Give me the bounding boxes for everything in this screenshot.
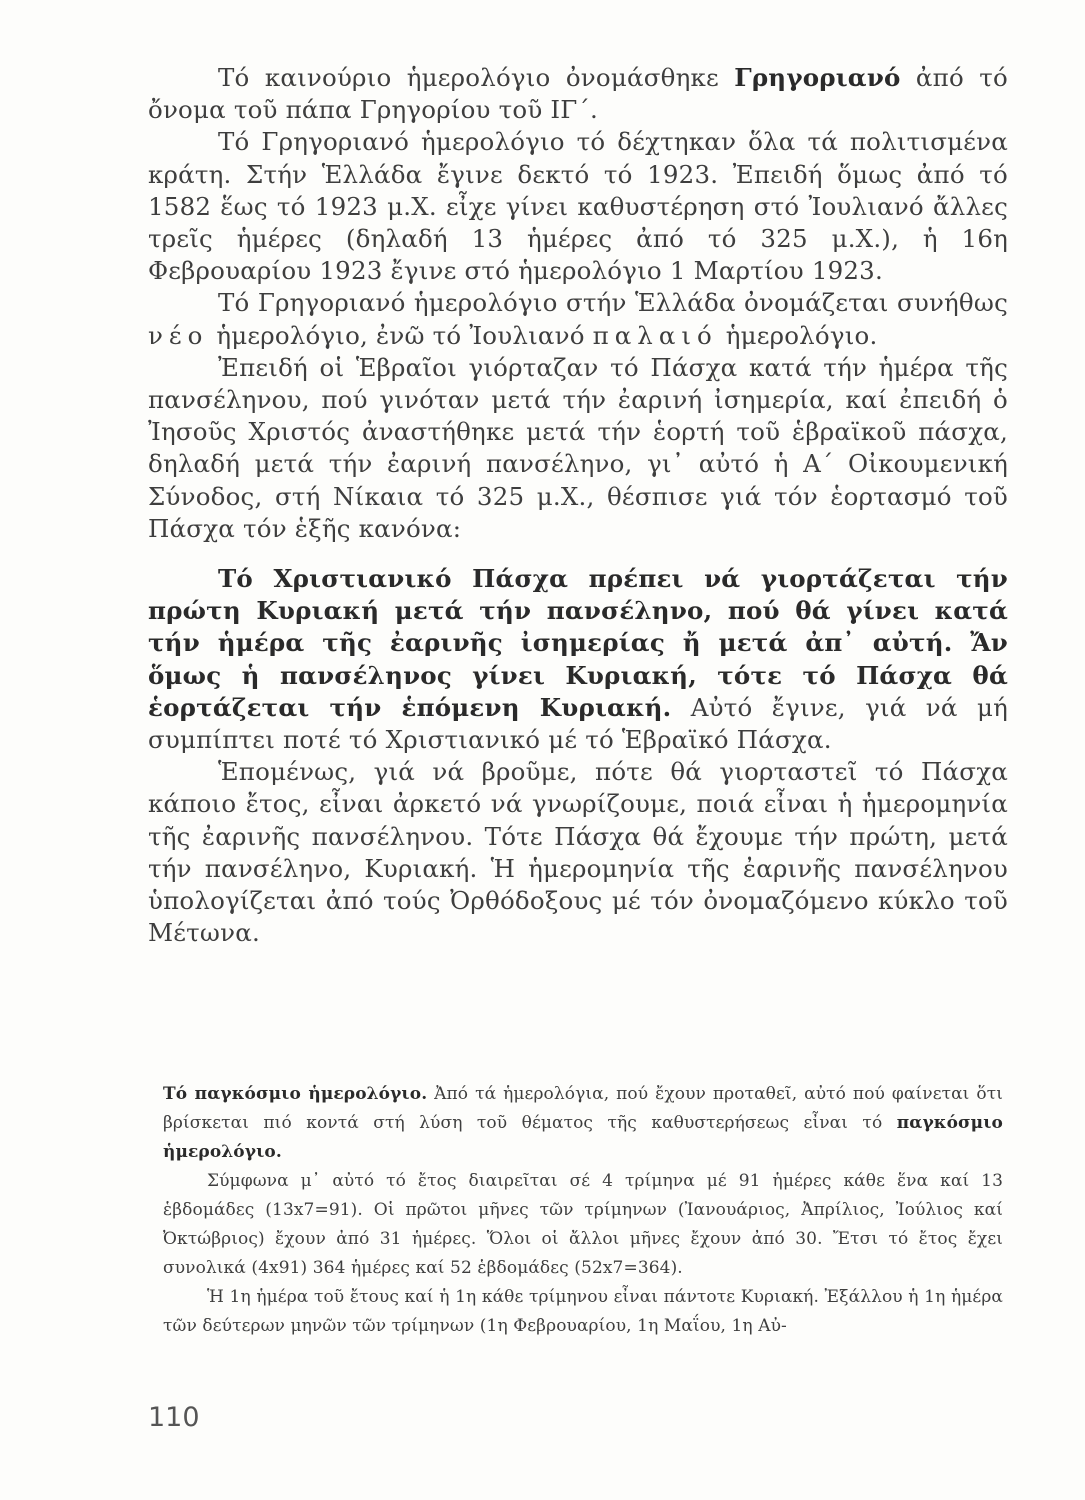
- footnote-section: [163, 1080, 1003, 1341]
- easter-rule-text: Τό Χριστιανικό Πάσχα πρέπει νά γιορτάζεται τήν πρώτη Κυριακή μετά τήν πανσέληνο, πού θά γίνει κατά τήν ἡμέρα τῆς ἐαρινῆς ἰσημερίας ἤ μετά ἀπ᾽ αὐτή. Ἄν ὅμως ἡ πανσέληνος γίνει Κυριακή, τότε τό Πάσχα θά ἑορτάζεται τήν ἑπόμενη Κυριακή.: [148, 564, 1008, 722]
- main-text: [148, 62, 1008, 949]
- term-new: νέο: [148, 320, 209, 350]
- paragraph-full-moon-cycle: Ἑπομένως, γιά νά βροῦμε, πότε θά γιορταστεῖ τό Πάσχα κάποιο ἔτος, εἶναι ἀρκετό νά γνωρίζουμε, ποιά εἶναι ἡ ἡμερομηνία τῆς ἐαρινῆς πανσέληνου. Τότε Πάσχα θά ἔχουμε τήν πρώτη, μετά τήν πανσέληνο, Κυριακή. Ἡ ἡμερομηνία τῆς ἐαρινῆς πανσέληνου ὑπολογίζεται ἀπό τούς Ὀρθόδοξους μέ τόν ὀνομαζόμενο κύκλο τοῦ Μέτωνα.: [148, 757, 1008, 948]
- term-old: παλαιό: [592, 320, 718, 350]
- term-gregorian: Γρηγοριανό: [734, 63, 901, 92]
- note-first-day: Ἡ 1η ἡμέρα τοῦ ἔτους καί ἡ 1η κάθε τρίμηνου εἶναι πάντοτε Κυριακή. Ἐξάλλου ἡ 1η ἡμέρα τῶν δεύτερων μηνῶν τῶν τρίμηνων (1η Φεβρουαρίου, 1η Μαΐου, 1η Αὐ-: [163, 1287, 1003, 1336]
- note-quarters: Σύμφωνα μ᾽ αὐτό τό ἔτος διαιρεῖται σέ 4 τρίμηνα μέ 91 ἡμέρες κάθε ἕνα καί 13 ἑβδομάδες (13x7=91). Οἱ πρῶτοι μῆνες τῶν τρίμηνων (Ἰανουάριος, Ἀπρίλιος, Ἰούλιος καί Ὀκτώβριος) ἔχουν ἀπό 31 ἡμέρες. Ὅλοι οἱ ἄλλοι μῆνες ἔχουν ἀπό 30. Ἔτσι τό ἔτος ἔχει συνολικά (4x91) 364 ἡμέρες καί 52 ἑβδομάδες (52x7=364).: [163, 1171, 1003, 1278]
- term-world-calendar: παγκόσμιο ἡμερολόγιο.: [163, 1113, 1003, 1162]
- paragraph-easter-rule: Τό Χριστιανικό Πάσχα πρέπει νά γιορτάζεται τήν πρώτη Κυριακή μετά τήν πανσέληνο, πού θά γίνει κατά τήν ἡμέρα τῆς ἐαρινῆς ἰσημερίας ἤ μετά ἀπ᾽ αὐτή. Ἄν ὅμως ἡ πανσέληνος γίνει Κυριακή, τότε τό Πάσχα θά ἑορτάζεται τήν ἑπόμενη Κυριακή. Αὐτό ἔγινε, γιά νά μή συμπίπτει ποτέ τό Χριστιανικό μέ τό Ἑβραϊκό Πάσχα.: [148, 564, 1008, 755]
- page-number: 110: [148, 1402, 200, 1433]
- note-world-calendar-intro: Τό παγκόσμιο ἡμερολόγιο. Ἀπό τά ἡμερολόγια, πού ἔχουν προταθεῖ, αὐτό πού φαίνεται ὅτι βρίσκεται πιό κοντά στή λύση τοῦ θέματος τῆς καθυστερήσεως εἶναι τό παγκόσμιο ἡμερολόγιο.: [163, 1084, 1003, 1162]
- note-heading: Τό παγκόσμιο ἡμερολόγιο.: [163, 1084, 428, 1104]
- paragraph-adoption: Τό Γρηγοριανό ἡμερολόγιο τό δέχτηκαν ὅλα τά πολιτισμένα κράτη. Στήν Ἑλλάδα ἔγινε δεκτό τό 1923. Ἐπειδή ὅμως ἀπό τό 1582 ἕως τό 1923 μ.Χ. εἶχε γίνει καθυστέρηση στό Ἰουλιανό ἄλλες τρεῖς ἡμέρες (δηλαδή 13 ἡμέρες ἀπό τό 325 μ.Χ.), ἡ 16η Φεβρουαρίου 1923 ἔγινε στό ἡμερολόγιο 1 Μαρτίου 1923.: [148, 127, 1008, 286]
- paragraph-nicaea-council: Ἐπειδή οἱ Ἑβραῖοι γιόρταζαν τό Πάσχα κατά τήν ἡμέρα τῆς πανσέληνου, πού γινόταν μετά τήν ἐαρινή ἰσημερία, καί ἐπειδή ὁ Ἰησοῦς Χριστός ἀναστήθηκε μετά τήν ἑορτή τοῦ ἑβραϊκοῦ πάσχα, δηλαδή μετά τήν ἐαρινή πανσέληνο, γι᾽ αὐτό ἡ Α΄ Οἰκουμενική Σύνοδος, στή Νίκαια τό 325 μ.Χ., θέσπισε γιά τόν ἑορτασμό τοῦ Πάσχα τόν ἑξῆς κανόνα:: [148, 352, 1008, 543]
- paragraph-new-old-calendar: Τό Γρηγοριανό ἡμερολόγιο στήν Ἑλλάδα ὀνομάζεται συνήθως νέο ἡμερολόγιο, ἐνῶ τό Ἰουλιανό παλαιό ἡμερολόγιο.: [148, 288, 1008, 350]
- paragraph-gregorian-name: Τό καινούριο ἡμερολόγιο ὀνομάσθηκε Γρηγοριανό ἀπό τό ὄνομα τοῦ πάπα Γρηγορίου τοῦ ΙΓ΄.: [148, 63, 1008, 125]
